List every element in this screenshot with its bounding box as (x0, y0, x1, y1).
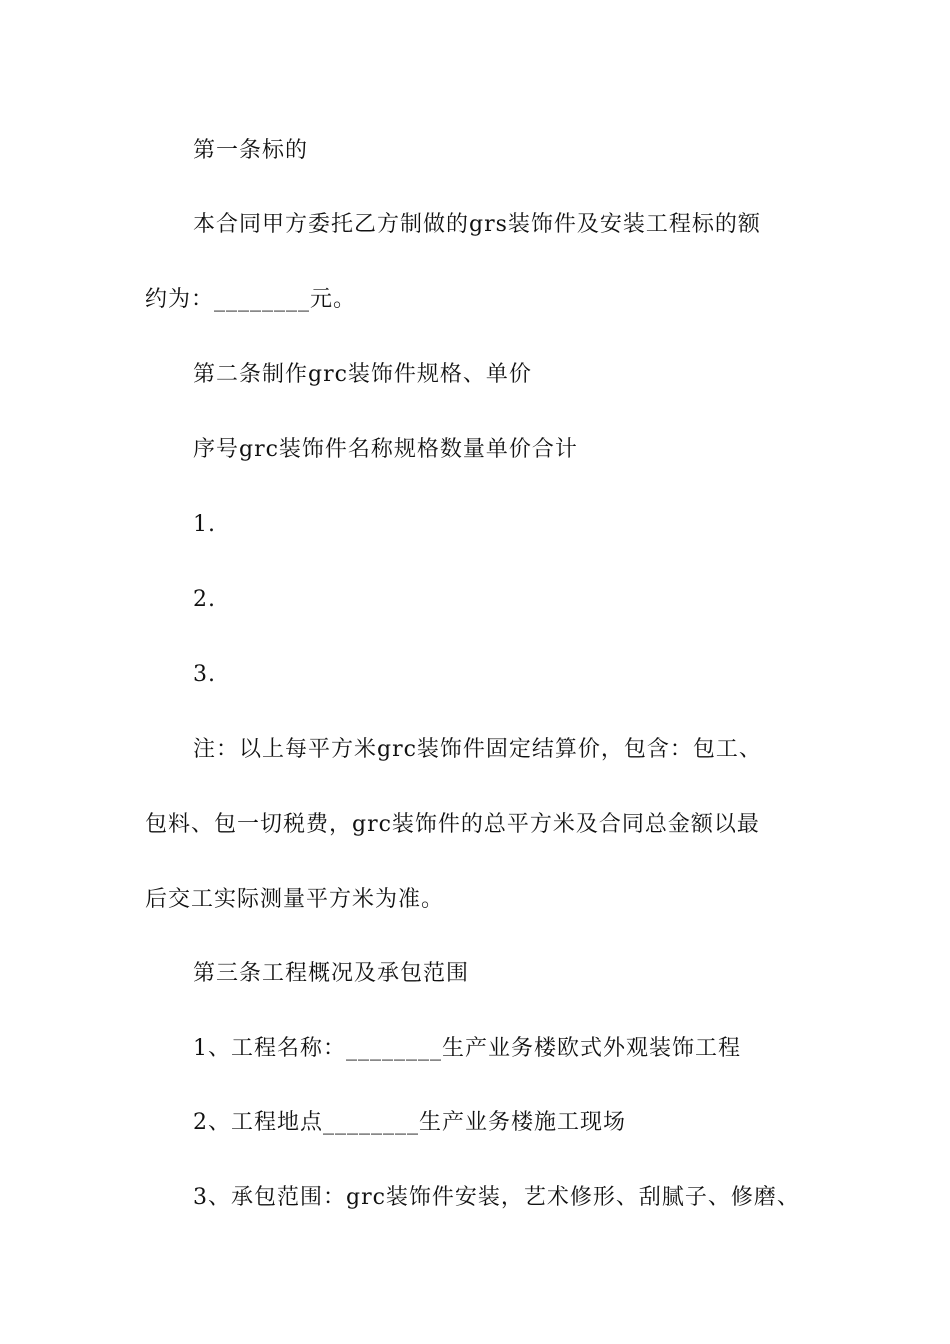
note-line-3: 后交工实际测量平方米为准。 (145, 887, 445, 912)
list-item-3: 3. (193, 662, 216, 687)
project-location-line: 2、工程地点________生产业务楼施工现场 (193, 1110, 626, 1135)
note-line-1: 注：以上每平方米grc装饰件固定结算价，包含：包工、 (193, 737, 762, 762)
article-3-heading: 第三条工程概况及承包范围 (193, 961, 470, 986)
contract-scope-line: 3、承包范围：grc装饰件安装，艺术修形、刮腻子、修磨、 (193, 1185, 800, 1210)
project-name-line: 1、工程名称：________生产业务楼欧式外观装饰工程 (193, 1036, 741, 1061)
note-line-2: 包料、包一切税费，grc装饰件的总平方米及合同总金额以最 (145, 812, 760, 837)
list-item-1: 1. (193, 512, 216, 537)
table-header-line: 序号grc装饰件名称规格数量单价合计 (193, 437, 578, 462)
article-2-heading: 第二条制作grc装饰件规格、单价 (193, 362, 532, 387)
article-1-paragraph-line-1: 本合同甲方委托乙方制做的grs装饰件及安装工程标的额 (193, 212, 761, 237)
list-item-2: 2. (193, 587, 216, 612)
article-1-paragraph-line-2: 约为：________元。 (145, 287, 357, 312)
article-1-heading: 第一条标的 (193, 138, 309, 163)
